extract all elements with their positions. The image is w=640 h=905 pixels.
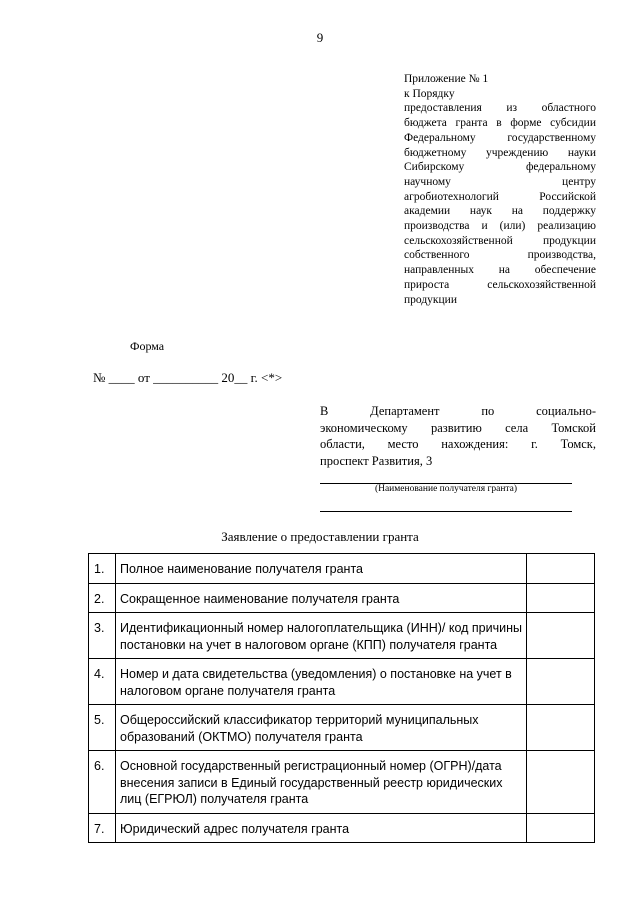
annex-header	[404, 72, 596, 307]
table-row	[89, 613, 595, 659]
annex-line: академии наук на поддержку	[404, 205, 596, 218]
annex-line: предоставления из областного	[404, 102, 596, 115]
annex-line: производства и (или) реализацию	[404, 220, 596, 233]
document-number-line: № ____ от __________ 20__ г. <*>	[93, 370, 283, 385]
table-row	[89, 554, 595, 584]
annex-line: продукции	[404, 293, 457, 306]
row-number: 6.	[89, 751, 116, 814]
annex-line: агробиотехнологий Российской	[404, 190, 596, 203]
form-label: Форма	[130, 339, 165, 353]
row-number: 5.	[89, 705, 116, 751]
row-value	[527, 813, 595, 843]
row-number: 7.	[89, 813, 116, 843]
row-value	[527, 751, 595, 814]
row-number: 2.	[89, 583, 116, 613]
department-address	[320, 403, 596, 469]
annex-line: Федеральному государственному	[404, 131, 596, 144]
annex-line: бюджетному учреждению науки	[404, 146, 596, 159]
row-value	[527, 554, 595, 584]
recipient-caption: (Наименование получателя гранта)	[374, 484, 518, 494]
row-label: Сокращенное наименование получателя гранта	[116, 583, 527, 613]
annex-line: сельскохозяйственной продукции	[404, 234, 596, 247]
page-number: 9	[316, 30, 324, 45]
row-value	[527, 659, 595, 705]
row-value	[527, 583, 595, 613]
recipient-second-line	[320, 511, 572, 512]
row-number: 4.	[89, 659, 116, 705]
row-number: 3.	[89, 613, 116, 659]
table-row	[89, 751, 595, 814]
annex-line: собственного производства,	[404, 249, 596, 262]
row-label: Номер и дата свидетельства (уведомления) о постановке на учет в налоговом органе получателя гранта	[116, 659, 527, 705]
row-label: Идентификационный номер налогоплательщика (ИНН)/ код причины постановки на учет в налоговом органе (КПП) получателя гранта	[116, 613, 527, 659]
application-table	[88, 553, 595, 843]
annex-line: Сибирскому федеральному	[404, 161, 596, 174]
table-row	[89, 813, 595, 843]
annex-line: прироста сельскохозяйственной	[404, 278, 596, 291]
department-line: В Департамент по социально-	[320, 404, 596, 418]
annex-line: Приложение № 1	[404, 73, 489, 85]
annex-line: направленных на обеспечение	[404, 264, 596, 277]
row-label: Юридический адрес получателя гранта	[116, 813, 527, 843]
row-label: Общероссийский классификатор территорий муниципальных образований (ОКТМО) получателя гранта	[116, 705, 527, 751]
annex-line: к Порядку	[404, 87, 455, 100]
department-line: области, место нахождения: г. Томск,	[320, 437, 596, 451]
document-title: Заявление о предоставлении гранта	[221, 529, 419, 544]
department-line: проспект Развития, 3	[320, 453, 433, 468]
row-value	[527, 705, 595, 751]
row-label: Основной государственный регистрационный номер (ОГРН)/дата внесения записи в Единый государственный реестр юридических лиц (ЕГРЮЛ) получателя гранта	[116, 751, 527, 814]
row-label: Полное наименование получателя гранта	[116, 554, 527, 584]
row-value	[527, 613, 595, 659]
row-number: 1.	[89, 554, 116, 584]
table-row	[89, 583, 595, 613]
table-row	[89, 659, 595, 705]
annex-line: бюджета гранта в форме субсидии	[404, 117, 596, 130]
annex-line: научному центру	[404, 175, 596, 188]
table-row	[89, 705, 595, 751]
department-line: экономическому развитию села Томской	[320, 420, 596, 435]
